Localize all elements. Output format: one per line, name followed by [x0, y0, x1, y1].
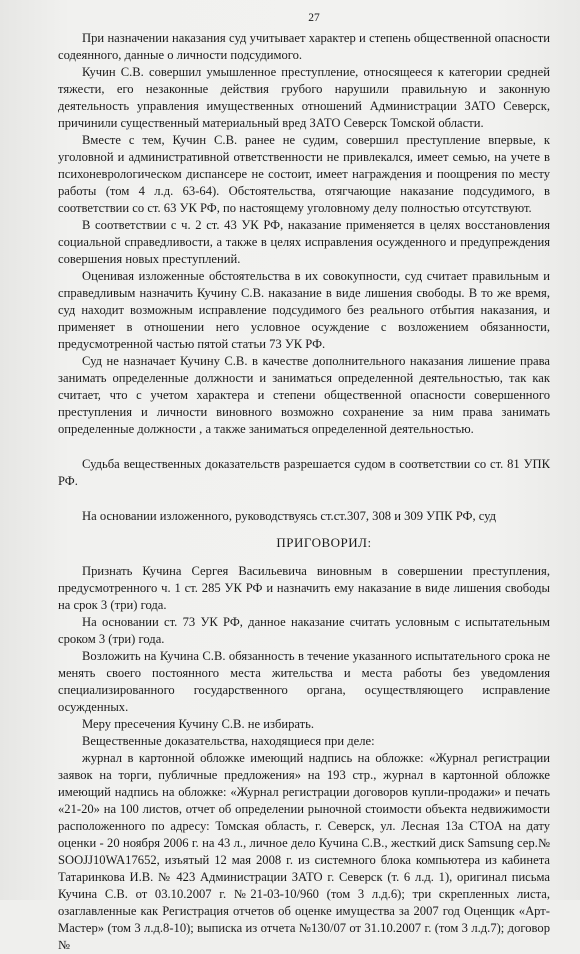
verdict-evidence-list: журнал в картонной обложке имеющий надпись на обложке: «Журнал регистрации заявок на торги, публичные предложения» на 193 стр., журнал в картонной обложке имеющий надпись на обложке: «Журнал регистрации договоров купли-продажи» и печать «21-20» на 100 листов, отчет об определении рыночной стоимости объекта недвижимости расположенного по адресу: Томская область, г. Северск, ул. Лесная 13а СТОА на дату оценки - 20 ноября 2006 г. на 43 л., личное дело Кучина С.В., жесткий диск Samsung сер.№ SOOJJ10WA17652, изъятый 12 мая 2008 г. из системного блока компьютера из кабинета Татаринкова И.В. № 423 Администрации ЗАТО г. Северск (т. 6 л.д. 1), оригинал письма Кучина С.В. от 03.10.2007 г. №21-03-10/960 (том 3 л.д.6); три скрепленных листа, озаглавленные как Регистрация отчетов об оценке имущества за 2007 год Оценщик «Арт-Мастер» (том 3 л.д.8-10); выписка из отчета №130/07 от 31.10.2007 г. (том 3 л.д.7); договор № — [58, 751, 550, 952]
verdict-heading: ПРИГОВОРИЛ: — [276, 535, 372, 550]
paragraph-evidence-fate: Судьба вещественных доказательств разрешается судом в соответствии со ст. 81 УПК РФ. — [58, 457, 550, 488]
verdict-obligation: Возложить на Кучина С.В. обязанность в течение указанного испытательного срока не менять своего постоянного места жительства и места работы без уведомления специализированного государственного органа, осуществляющего исправление осужденных. — [58, 649, 550, 714]
verdict-evidence-header: Вещественные доказательства, находящиеся при деле: — [82, 734, 375, 748]
page-number: 27 — [308, 12, 320, 24]
paragraph-assessment: Оценивая изложенные обстоятельства в их совокупности, суд считает правильным и справедливым назначить Кучину С.В. наказание в виде лишения свободы. В то же время, суд находит возможным исправление подсудимого без реального отбытия наказания, и применяет в отношении него условное осуждение с возложением обязанности, предусмотренной частью пятой статьи 73 УК РФ. — [58, 269, 550, 351]
verdict-restraint: Меру пресечения Кучину С.В. не избирать. — [82, 717, 315, 731]
paragraph-mitigating: Вместе с тем, Кучин С.В. ранее не судим, совершил преступление впервые, к уголовной и административной ответственности не привлекался, имеет семью, на учете в психоневрологическом диспансере не состоит, имеет награждения и поощрения по месту работы (том 4 л.д. 63-64). Обстоятельства, отягчающие наказание подсудимого, в соответствии со ст. 63 УК РФ, по настоящему уголовному делу полностью отсутствуют. — [58, 133, 550, 215]
verdict-probation: На основании ст. 73 УК РФ, данное наказание считать условным с испытательным сроком 3 (три) года. — [58, 615, 550, 646]
verdict-guilty: Признать Кучина Сергея Васильевича виновным в совершении преступления, предусмотренного ч. 1 ст. 285 УК РФ и назначить ему наказание в виде лишения свободы на срок 3 (три) года. — [58, 564, 550, 612]
paragraph-grounds: На основании изложенного, руководствуясь ст.ст.307, 308 и 309 УПК РФ, суд — [82, 509, 497, 523]
paragraph-sentencing-factors: При назначении наказания суд учитывает характер и степень общественной опасности содеянного, данные о личности подсудимого. — [58, 31, 550, 62]
paragraph-no-additional-penalty: Суд не назначает Кучину С.В. в качестве дополнительного наказания лишение права занимать определенные должности и заниматься определенной деятельностью, так как считает, что с учетом характера и степени общественной опасности совершенного преступления и личности виновного возможно сохранение за ним права занимать определенные должности , а также заниматься определенной деятельностью. — [58, 354, 550, 436]
paragraph-crime-description: Кучин С.В. совершил умышленное преступление, относящееся к категории средней тяжести, его незаконные действия грубого нарушили правильную и законную деятельность управления имущественных отношений Администрации ЗАТО Северск, причинили существенный материальный вред ЗАТО Северск Томской области. — [58, 65, 550, 130]
paragraph-punishment-purpose: В соответствии с ч. 2 ст. 43 УК РФ, наказание применяется в целях восстановления социальной справедливости, а также в целях исправления осужденного и предупреждения совершения новых преступлений. — [58, 218, 550, 266]
